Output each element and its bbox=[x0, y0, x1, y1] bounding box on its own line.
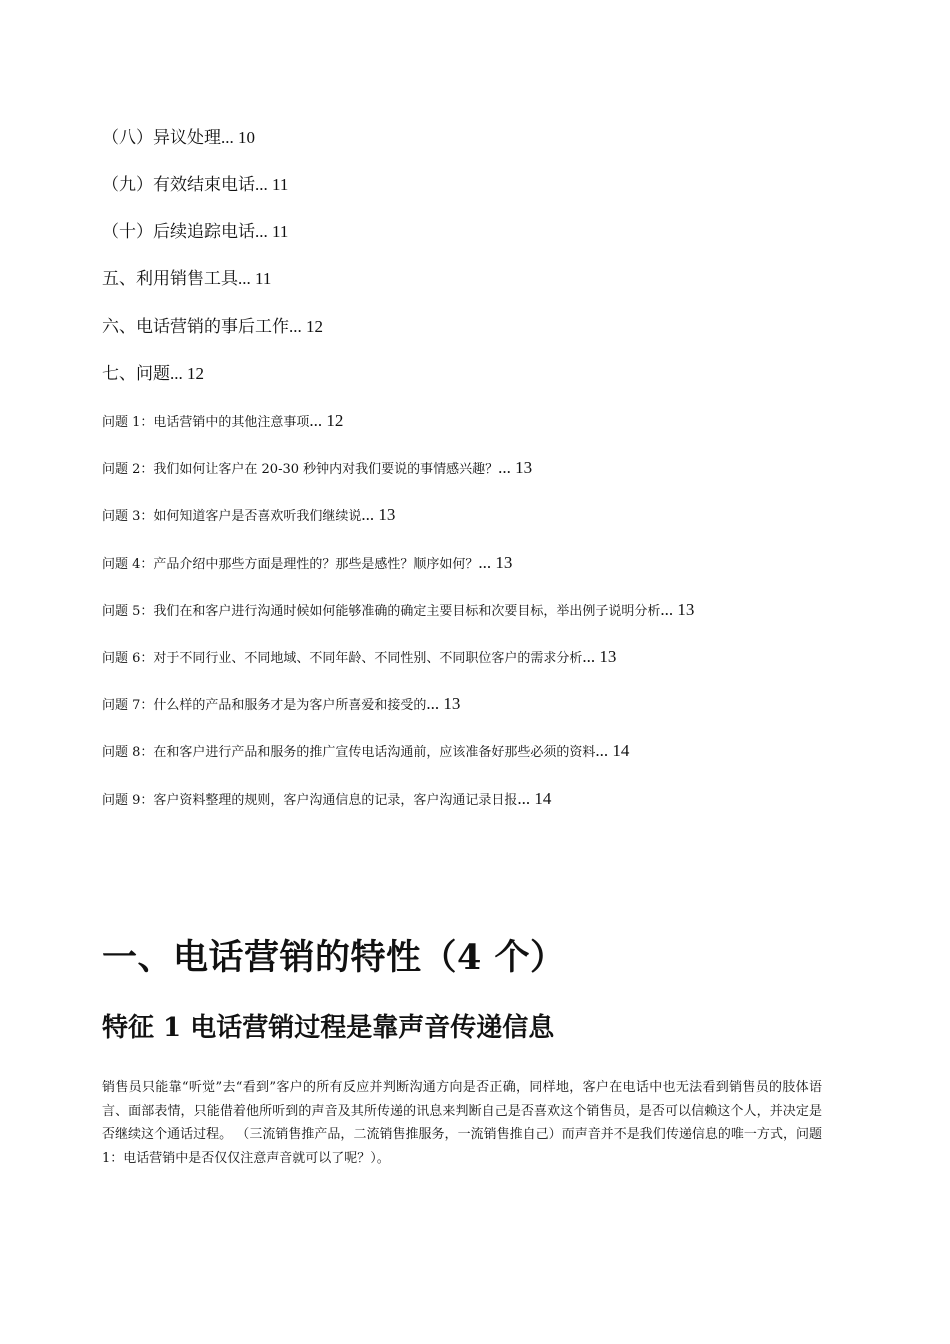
toc-entry-page: ... 12 bbox=[309, 411, 344, 430]
toc-entry-page: ... 10 bbox=[221, 128, 255, 147]
toc-question-entry[interactable] bbox=[102, 599, 694, 623]
toc-question-entry[interactable] bbox=[102, 457, 532, 481]
toc-entry-page: ... 13 bbox=[426, 694, 461, 713]
toc-entry-page: ... 11 bbox=[255, 175, 289, 194]
body-paragraph: 销售员只能靠“听觉”去“看到”客户的所有反应并判断沟通方向是否正确，同样地，客户在电话中也无法看到销售员的肢体语言、面部表情，只能借着他所听到的声音及其所传递的讯息来判断自己是否喜欢这个销售员，是否可以信赖这个人，并决定是否继续这个通话过程。 （三流销售推产品，二流销售推服务，一流销售推自己）而声音并不是我们传递信息的唯一方式，问题 1：电话营销中是否仅仅注意声音就可以了呢？）。 bbox=[102, 1080, 822, 1166]
toc-entry-page: ... 13 bbox=[498, 458, 533, 477]
toc-question-entry[interactable] bbox=[102, 788, 551, 812]
toc-entry[interactable] bbox=[102, 174, 288, 196]
toc-question-entry[interactable] bbox=[102, 646, 616, 670]
toc-entry-label: 问题 6：对于不同行业、不同地域、不同年龄、不同性别、不同职位客户的需求分析 bbox=[102, 651, 583, 666]
toc-entry-label: （九）有效结束电话 bbox=[102, 175, 255, 195]
toc-entry-page: ... 13 bbox=[660, 600, 695, 619]
toc-entry-page: ... 12 bbox=[289, 317, 323, 336]
toc-entry-page: ... 11 bbox=[255, 222, 289, 241]
toc-entry-label: 问题 4：产品介绍中那些方面是理性的？那些是感性？顺序如何？ bbox=[102, 557, 479, 572]
toc-entry-label: 问题 3：如何知道客户是否喜欢听我们继续说 bbox=[102, 509, 362, 524]
toc-entry-label: 问题 8：在和客户进行产品和服务的推广宣传电话沟通前，应该准备好那些必须的资料 bbox=[102, 745, 596, 760]
toc-question-entry[interactable] bbox=[102, 693, 460, 717]
toc-entry-page: ... 13 bbox=[582, 647, 617, 666]
toc-entry[interactable] bbox=[102, 363, 204, 385]
toc-entry-label: 七、问题 bbox=[102, 364, 170, 384]
toc-entry[interactable] bbox=[102, 316, 323, 338]
toc-entry[interactable] bbox=[102, 268, 271, 290]
toc-entry-label: 问题 7：什么样的产品和服务才是为客户所喜爱和接受的 bbox=[102, 698, 427, 713]
toc-question-entry[interactable] bbox=[102, 410, 343, 434]
subsection-heading: 特征 1 电话营销过程是靠声音传递信息 bbox=[102, 1013, 555, 1043]
toc-entry-page: ... 13 bbox=[478, 553, 513, 572]
toc-entry[interactable] bbox=[102, 127, 255, 149]
toc-entry-page: ... 12 bbox=[170, 364, 204, 383]
toc-entry[interactable] bbox=[102, 221, 288, 243]
toc-entry-label: 五、利用销售工具 bbox=[102, 269, 238, 289]
toc-question-entry[interactable] bbox=[102, 552, 512, 576]
toc-question-entry[interactable] bbox=[102, 740, 629, 764]
section-heading: 一、电话营销的特性（4 个） bbox=[102, 937, 566, 978]
toc-question-entry[interactable] bbox=[102, 504, 395, 528]
toc-entry-page: ... 14 bbox=[517, 789, 552, 808]
toc-entry-label: 问题 1：电话营销中的其他注意事项 bbox=[102, 415, 310, 430]
toc-entry-label: （八）异议处理 bbox=[102, 128, 221, 148]
toc-entry-label: 问题 5：我们在和客户进行沟通时候如何能够准确的确定主要目标和次要目标，举出例子说明分析 bbox=[102, 604, 661, 619]
toc-entry-page: ... 14 bbox=[595, 741, 630, 760]
toc-entry-label: 六、电话营销的事后工作 bbox=[102, 317, 289, 337]
toc-entry-label: 问题 2：我们如何让客户在 20-30 秒钟内对我们要说的事情感兴趣？ bbox=[102, 462, 499, 477]
toc-entry-page: ... 11 bbox=[238, 269, 272, 288]
toc-entry-page: ... 13 bbox=[361, 505, 396, 524]
toc-entry-label: （十）后续追踪电话 bbox=[102, 222, 255, 242]
toc-entry-label: 问题 9：客户资料整理的规则，客户沟通信息的记录，客户沟通记录日报 bbox=[102, 793, 518, 808]
